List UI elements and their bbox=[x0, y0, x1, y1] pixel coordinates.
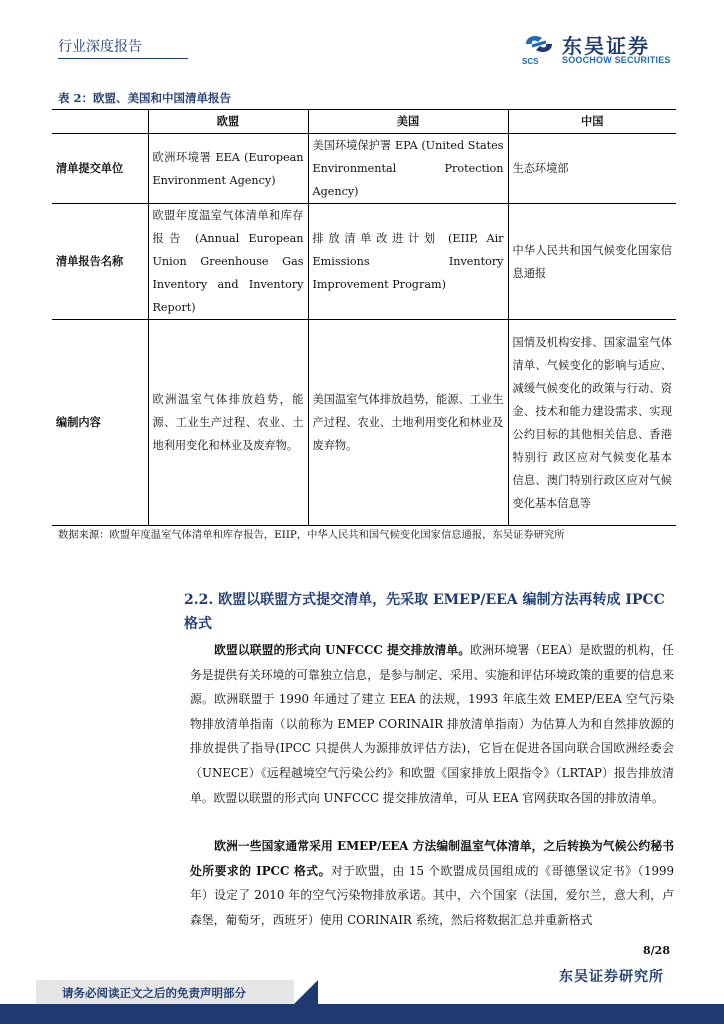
institute-name: 东吴证券研究所 bbox=[559, 969, 664, 985]
table-row bbox=[52, 204, 676, 320]
cell-cn: 中华人民共和国气候变化国家信息通报 bbox=[508, 204, 676, 320]
page-number: 8/28 bbox=[643, 944, 670, 957]
header-cell-blank bbox=[52, 110, 148, 134]
footer-slant-decoration bbox=[294, 980, 318, 1004]
table-header-row bbox=[52, 110, 676, 134]
header-underline bbox=[58, 58, 188, 59]
row-label: 清单报告名称 bbox=[52, 204, 148, 320]
cell-cn: 生态环境部 bbox=[508, 134, 676, 204]
logo-mark-icon bbox=[522, 32, 556, 56]
body-paragraph bbox=[190, 638, 674, 810]
footer-bar bbox=[0, 1004, 724, 1024]
report-type-label: 行业深度报告 bbox=[58, 39, 142, 55]
header-cell-cn: 中国 bbox=[508, 110, 676, 134]
table-source-note: 数据来源：欧盟年度温室气体清单和库存报告，EIIP，中华人民共和国气候变化国家信息通报，东吴证券研究所 bbox=[58, 529, 565, 541]
row-label: 清单提交单位 bbox=[52, 134, 148, 204]
header-cell-eu: 欧盟 bbox=[148, 110, 308, 134]
table-row bbox=[52, 320, 676, 526]
cell-us: 美国环境保护署 EPA (United States Environmental Protection Agency) bbox=[308, 134, 508, 204]
header-cell-us: 美国 bbox=[308, 110, 508, 134]
company-logo bbox=[522, 30, 672, 68]
cell-eu: 欧洲温室气体排放趋势，能源、工业生产过程、农业、土地利用变化和林业及废弃物。 bbox=[148, 320, 308, 526]
report-comparison-table bbox=[52, 109, 676, 526]
logo-abbr: SCS bbox=[522, 57, 539, 66]
disclaimer-text: 请务必阅读正文之后的免责声明部分 bbox=[62, 986, 246, 1000]
cell-us: 美国温室气体排放趋势，能源、工业生产过程、农业、土地利用变化和林业及废弃物。 bbox=[308, 320, 508, 526]
body-paragraph bbox=[190, 834, 674, 932]
cell-eu: 欧洲环境署 EEA (European Environment Agency) bbox=[148, 134, 308, 204]
table-caption: 表 2：欧盟、美国和中国清单报告 bbox=[58, 91, 232, 105]
cell-us: 排放清单改进计划 (EIIP, Air Emissions Inventory Improvement Program) bbox=[308, 204, 508, 320]
logo-company-name: 东吴证券 bbox=[562, 34, 650, 58]
cell-eu: 欧盟年度温室气体清单和库存报告 (Annual European Union Greenhouse Gas Inventory and Inventory Report) bbox=[148, 204, 308, 320]
paragraph-lead: 欧盟以联盟的形式向 UNFCCC 提交排放清单。 bbox=[214, 643, 471, 657]
paragraph-body: 欧洲环境署（EEA）是欧盟的机构，任务是提供有关环境的可靠独立信息，是参与制定、采用、实施和评估环境政策的重要的信息来源。欧洲联盟于 1990 年通过了建立 EEA 的法规，1993 年底生效 EMEP/EEA 空气污染物排放清单指南（以前称为 EMEP CORINAIR 排放清单指南）为估算人为和自然排放源的排放提供了指导(IPCC 只提供人为源排放评估方法)，它旨在促进各国向联合国欧洲经委会（UNECE）《远程越境空气污染公约》和欧盟《国家排放上限指令》（LRTAP）报告排放清单。欧盟以联盟的形式向 UNFCCC 提交排放清单，可从 EEA 官网获取各国的排放清单。 bbox=[190, 643, 674, 805]
logo-english-name: SOOCHOW SECURITIES bbox=[562, 55, 671, 65]
paragraph-lead: 欧洲一些国家通常采用 EMEP/EEA 方法编制温室气体清单，之后转换为气候公约秘书处所要求的 IPCC 格式。 bbox=[190, 839, 674, 878]
paragraph-body: 对于欧盟，由 15 个欧盟成员国组成的《哥德堡议定书》（1999 年）设定了 2010 年的空气污染物排放承诺。其中，六个国家（法国，爱尔兰，意大利，卢森堡，葡萄牙，西班牙）使用 CORINAIR 系统，然后将数据汇总并重新格式 bbox=[190, 863, 674, 927]
cell-cn: 国情及机构安排、国家温室气体清单、气候变化的影响与适应、减缓气候变化的政策与行动、资金、技术和能力建设需求、实现公约目标的其他相关信息、香港特别行 政区应对气候变化基本信息、澳门特别行政区应对气候变化基本信息等 bbox=[508, 320, 676, 526]
row-label: 编制内容 bbox=[52, 320, 148, 526]
table-row bbox=[52, 134, 676, 204]
section-heading: 2.2. 欧盟以联盟方式提交清单，先采取 EMEP/EEA 编制方法再转成 IPCC 格式 bbox=[184, 592, 665, 632]
